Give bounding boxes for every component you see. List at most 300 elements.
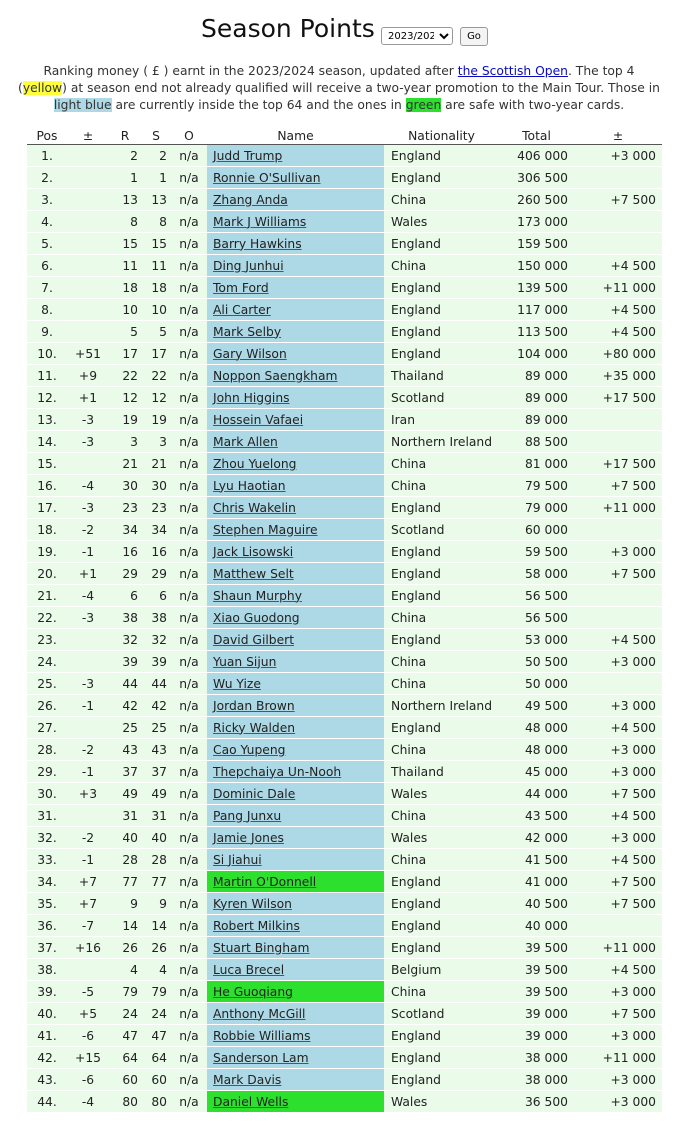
player-link[interactable]: Jamie Jones xyxy=(213,830,284,845)
change-cell xyxy=(67,321,109,343)
col-pos[interactable]: Pos xyxy=(27,127,67,145)
change-cell: -2 xyxy=(67,739,109,761)
pos-cell: 7. xyxy=(27,277,67,299)
rank-s-cell: 43 xyxy=(141,739,171,761)
delta-cell: +3 000 xyxy=(574,145,662,167)
pos-cell: 22. xyxy=(27,607,67,629)
table-row xyxy=(27,629,662,651)
change-cell: -3 xyxy=(67,673,109,695)
rank-s-cell: 22 xyxy=(141,365,171,387)
name-cell xyxy=(207,827,384,849)
delta-cell: +7 500 xyxy=(574,563,662,585)
delta-cell: +17 500 xyxy=(574,453,662,475)
player-link[interactable]: Mark J Williams xyxy=(213,214,307,229)
o-cell: n/a xyxy=(171,343,207,365)
delta-cell: +4 500 xyxy=(574,805,662,827)
pos-cell: 32. xyxy=(27,827,67,849)
rank-s-cell: 32 xyxy=(141,629,171,651)
name-cell xyxy=(207,783,384,805)
rank-r-cell: 17 xyxy=(109,343,141,365)
pos-cell: 10. xyxy=(27,343,67,365)
name-cell xyxy=(207,761,384,783)
delta-cell: +4 500 xyxy=(574,629,662,651)
rank-r-cell: 80 xyxy=(109,1091,141,1113)
rank-r-cell: 28 xyxy=(109,849,141,871)
total-cell: 88 500 xyxy=(499,431,574,453)
player-link[interactable]: Gary Wilson xyxy=(213,346,287,361)
player-link[interactable]: Daniel Wells xyxy=(213,1094,289,1109)
delta-cell xyxy=(574,233,662,255)
table-row xyxy=(27,1069,662,1091)
table-row xyxy=(27,915,662,937)
player-link[interactable]: Tom Ford xyxy=(213,280,269,295)
o-cell: n/a xyxy=(171,959,207,981)
change-cell xyxy=(67,211,109,233)
total-cell: 79 500 xyxy=(499,475,574,497)
change-cell xyxy=(67,959,109,981)
pos-cell: 38. xyxy=(27,959,67,981)
name-cell xyxy=(207,387,384,409)
nationality-cell: Thailand xyxy=(384,365,499,387)
col-s[interactable]: S xyxy=(141,127,171,145)
delta-cell: +3 000 xyxy=(574,541,662,563)
pos-cell: 33. xyxy=(27,849,67,871)
name-cell xyxy=(207,695,384,717)
rank-s-cell: 17 xyxy=(141,343,171,365)
total-cell: 39 000 xyxy=(499,1003,574,1025)
total-cell: 45 000 xyxy=(499,761,574,783)
pos-cell: 37. xyxy=(27,937,67,959)
player-link[interactable]: Si Jiahui xyxy=(213,852,262,867)
nationality-cell: Thailand xyxy=(384,761,499,783)
delta-cell xyxy=(574,167,662,189)
rank-r-cell: 6 xyxy=(109,585,141,607)
player-link[interactable]: Mark Selby xyxy=(213,324,282,339)
delta-cell: +11 000 xyxy=(574,1047,662,1069)
nationality-cell: Wales xyxy=(384,783,499,805)
nationality-cell: China xyxy=(384,475,499,497)
name-cell xyxy=(207,497,384,519)
player-link[interactable]: Xiao Guodong xyxy=(213,610,300,625)
total-cell: 50 500 xyxy=(499,651,574,673)
rank-r-cell: 29 xyxy=(109,563,141,585)
player-link[interactable]: Ronnie O'Sullivan xyxy=(213,170,321,185)
change-cell: -3 xyxy=(67,607,109,629)
total-cell: 139 500 xyxy=(499,277,574,299)
rank-r-cell: 15 xyxy=(109,233,141,255)
name-cell xyxy=(207,629,384,651)
nationality-cell: China xyxy=(384,607,499,629)
rank-s-cell: 44 xyxy=(141,673,171,695)
pos-cell: 1. xyxy=(27,145,67,167)
rank-s-cell: 6 xyxy=(141,585,171,607)
table-row xyxy=(27,695,662,717)
rank-s-cell: 79 xyxy=(141,981,171,1003)
col-change[interactable]: ± xyxy=(67,127,109,145)
pos-cell: 44. xyxy=(27,1091,67,1113)
name-cell xyxy=(207,321,384,343)
delta-cell xyxy=(574,673,662,695)
table-row xyxy=(27,673,662,695)
delta-cell: +4 500 xyxy=(574,321,662,343)
change-cell: +7 xyxy=(67,871,109,893)
player-link[interactable]: Ali Carter xyxy=(213,302,271,317)
player-link[interactable]: Luca Brecel xyxy=(213,962,285,977)
change-cell: -4 xyxy=(67,475,109,497)
player-link[interactable]: Ricky Walden xyxy=(213,720,296,735)
nationality-cell: Scotland xyxy=(384,1003,499,1025)
table-row xyxy=(27,585,662,607)
intro-part-2: . The top 4 ( xyxy=(18,64,635,95)
pos-cell: 36. xyxy=(27,915,67,937)
rank-s-cell: 47 xyxy=(141,1025,171,1047)
change-cell: +5 xyxy=(67,1003,109,1025)
change-cell: -5 xyxy=(67,981,109,1003)
delta-cell: +4 500 xyxy=(574,849,662,871)
name-cell xyxy=(207,1047,384,1069)
change-cell: -1 xyxy=(67,541,109,563)
nationality-cell: China xyxy=(384,255,499,277)
total-cell: 58 000 xyxy=(499,563,574,585)
nationality-cell: China xyxy=(384,651,499,673)
pos-cell: 2. xyxy=(27,167,67,189)
col-delta[interactable]: ± xyxy=(574,127,662,145)
player-link[interactable]: Thepchaiya Un-Nooh xyxy=(213,764,342,779)
pos-cell: 8. xyxy=(27,299,67,321)
change-cell: +7 xyxy=(67,893,109,915)
total-cell: 113 500 xyxy=(499,321,574,343)
player-link[interactable]: Kyren Wilson xyxy=(213,896,292,911)
season-points-table xyxy=(27,127,662,1113)
o-cell: n/a xyxy=(171,519,207,541)
player-link[interactable]: Zhang Anda xyxy=(213,192,288,207)
nationality-cell: China xyxy=(384,453,499,475)
total-cell: 41 500 xyxy=(499,849,574,871)
player-link[interactable]: Hossein Vafaei xyxy=(213,412,304,427)
nationality-cell: England xyxy=(384,585,499,607)
nationality-cell: China xyxy=(384,849,499,871)
rank-r-cell: 24 xyxy=(109,1003,141,1025)
season-select[interactable] xyxy=(381,27,453,45)
player-link[interactable]: Shaun Murphy xyxy=(213,588,302,603)
total-cell: 38 000 xyxy=(499,1069,574,1091)
nationality-cell: England xyxy=(384,541,499,563)
rank-s-cell: 28 xyxy=(141,849,171,871)
change-cell xyxy=(67,717,109,739)
pos-cell: 34. xyxy=(27,871,67,893)
o-cell: n/a xyxy=(171,387,207,409)
table-row xyxy=(27,827,662,849)
rank-s-cell: 26 xyxy=(141,937,171,959)
delta-cell: +7 500 xyxy=(574,189,662,211)
o-cell: n/a xyxy=(171,1047,207,1069)
total-cell: 48 000 xyxy=(499,739,574,761)
intro-part-4: are currently inside the top 64 and the ones in xyxy=(111,98,406,112)
pos-cell: 27. xyxy=(27,717,67,739)
table-row xyxy=(27,717,662,739)
delta-cell: +4 500 xyxy=(574,255,662,277)
nationality-cell: Belgium xyxy=(384,959,499,981)
change-cell xyxy=(67,189,109,211)
name-cell xyxy=(207,585,384,607)
go-button[interactable]: Go xyxy=(460,27,488,46)
player-link[interactable]: Mark Allen xyxy=(213,434,278,449)
player-link[interactable]: Robert Milkins xyxy=(213,918,300,933)
change-cell: -7 xyxy=(67,915,109,937)
delta-cell: +3 000 xyxy=(574,761,662,783)
name-cell xyxy=(207,343,384,365)
delta-cell: +4 500 xyxy=(574,717,662,739)
rank-r-cell: 26 xyxy=(109,937,141,959)
o-cell: n/a xyxy=(171,321,207,343)
delta-cell: +3 000 xyxy=(574,651,662,673)
rank-r-cell: 8 xyxy=(109,211,141,233)
table-row xyxy=(27,1047,662,1069)
nationality-cell: England xyxy=(384,299,499,321)
name-cell xyxy=(207,871,384,893)
rank-s-cell: 1 xyxy=(141,167,171,189)
table-row xyxy=(27,145,662,167)
total-cell: 60 000 xyxy=(499,519,574,541)
col-total[interactable]: Total xyxy=(499,127,574,145)
rank-s-cell: 9 xyxy=(141,893,171,915)
col-nationality[interactable]: Nationality xyxy=(384,127,499,145)
rank-r-cell: 42 xyxy=(109,695,141,717)
change-cell xyxy=(67,167,109,189)
player-link[interactable]: Lyu Haotian xyxy=(213,478,286,493)
nationality-cell: England xyxy=(384,563,499,585)
total-cell: 150 000 xyxy=(499,255,574,277)
rank-s-cell: 11 xyxy=(141,255,171,277)
rank-r-cell: 23 xyxy=(109,497,141,519)
name-cell xyxy=(207,959,384,981)
scottish-open-link[interactable]: the Scottish Open xyxy=(457,64,568,78)
rank-r-cell: 47 xyxy=(109,1025,141,1047)
table-row xyxy=(27,343,662,365)
change-cell: +51 xyxy=(67,343,109,365)
player-link[interactable]: Martin O'Donnell xyxy=(213,874,317,889)
o-cell: n/a xyxy=(171,189,207,211)
rank-s-cell: 80 xyxy=(141,1091,171,1113)
name-cell xyxy=(207,145,384,167)
total-cell: 306 500 xyxy=(499,167,574,189)
pos-cell: 13. xyxy=(27,409,67,431)
name-cell xyxy=(207,981,384,1003)
rank-s-cell: 34 xyxy=(141,519,171,541)
col-r[interactable]: R xyxy=(109,127,141,145)
o-cell: n/a xyxy=(171,783,207,805)
player-link[interactable]: Cao Yupeng xyxy=(213,742,286,757)
rank-s-cell: 37 xyxy=(141,761,171,783)
name-cell xyxy=(207,453,384,475)
nationality-cell: Scotland xyxy=(384,519,499,541)
nationality-cell: Wales xyxy=(384,1091,499,1113)
o-cell: n/a xyxy=(171,453,207,475)
nationality-cell: Wales xyxy=(384,827,499,849)
table-row xyxy=(27,409,662,431)
rank-s-cell: 49 xyxy=(141,783,171,805)
name-cell xyxy=(207,431,384,453)
table-row xyxy=(27,475,662,497)
pos-cell: 39. xyxy=(27,981,67,1003)
table-row xyxy=(27,1003,662,1025)
pos-cell: 23. xyxy=(27,629,67,651)
table-row xyxy=(27,651,662,673)
player-link[interactable]: Chris Wakelin xyxy=(213,500,296,515)
o-cell: n/a xyxy=(171,629,207,651)
player-link[interactable]: Wu Yize xyxy=(213,676,261,691)
nationality-cell: China xyxy=(384,739,499,761)
pos-cell: 5. xyxy=(27,233,67,255)
total-cell: 38 000 xyxy=(499,1047,574,1069)
total-cell: 43 500 xyxy=(499,805,574,827)
name-cell xyxy=(207,651,384,673)
rank-r-cell: 38 xyxy=(109,607,141,629)
intro-part-5: are safe with two-year cards. xyxy=(441,98,625,112)
total-cell: 42 000 xyxy=(499,827,574,849)
player-link[interactable]: Matthew Selt xyxy=(213,566,294,581)
col-name[interactable]: Name xyxy=(207,127,384,145)
table-row xyxy=(27,321,662,343)
nationality-cell: England xyxy=(384,871,499,893)
pos-cell: 9. xyxy=(27,321,67,343)
nationality-cell: England xyxy=(384,145,499,167)
rank-r-cell: 19 xyxy=(109,409,141,431)
pos-cell: 35. xyxy=(27,893,67,915)
player-link[interactable]: John Higgins xyxy=(213,390,290,405)
o-cell: n/a xyxy=(171,365,207,387)
o-cell: n/a xyxy=(171,651,207,673)
player-link[interactable]: Yuan Sijun xyxy=(213,654,277,669)
player-link[interactable]: Judd Trump xyxy=(213,148,283,163)
name-cell xyxy=(207,299,384,321)
total-cell: 53 000 xyxy=(499,629,574,651)
o-cell: n/a xyxy=(171,981,207,1003)
delta-cell: +3 000 xyxy=(574,981,662,1003)
change-cell xyxy=(67,277,109,299)
rank-s-cell: 12 xyxy=(141,387,171,409)
rank-s-cell: 15 xyxy=(141,233,171,255)
table-row xyxy=(27,189,662,211)
player-link[interactable]: Barry Hawkins xyxy=(213,236,302,251)
rank-r-cell: 16 xyxy=(109,541,141,563)
rank-s-cell: 2 xyxy=(141,145,171,167)
table-row xyxy=(27,959,662,981)
player-link[interactable]: Sanderson Lam xyxy=(213,1050,309,1065)
delta-cell: +3 000 xyxy=(574,1025,662,1047)
rank-r-cell: 30 xyxy=(109,475,141,497)
change-cell xyxy=(67,453,109,475)
delta-cell: +3 000 xyxy=(574,1069,662,1091)
rank-s-cell: 25 xyxy=(141,717,171,739)
nationality-cell: Scotland xyxy=(384,387,499,409)
total-cell: 56 500 xyxy=(499,585,574,607)
player-link[interactable]: Stuart Bingham xyxy=(213,940,310,955)
pos-cell: 18. xyxy=(27,519,67,541)
change-cell: -4 xyxy=(67,1091,109,1113)
pos-cell: 42. xyxy=(27,1047,67,1069)
o-cell: n/a xyxy=(171,475,207,497)
o-cell: n/a xyxy=(171,255,207,277)
total-cell: 79 000 xyxy=(499,497,574,519)
change-cell xyxy=(67,651,109,673)
pos-cell: 3. xyxy=(27,189,67,211)
table-row xyxy=(27,981,662,1003)
pos-cell: 14. xyxy=(27,431,67,453)
o-cell: n/a xyxy=(171,717,207,739)
player-link[interactable]: Stephen Maguire xyxy=(213,522,318,537)
rank-s-cell: 30 xyxy=(141,475,171,497)
rank-r-cell: 4 xyxy=(109,959,141,981)
rank-s-cell: 3 xyxy=(141,431,171,453)
rank-s-cell: 39 xyxy=(141,651,171,673)
pos-cell: 30. xyxy=(27,783,67,805)
nationality-cell: China xyxy=(384,189,499,211)
rank-r-cell: 64 xyxy=(109,1047,141,1069)
rank-s-cell: 19 xyxy=(141,409,171,431)
change-cell: -1 xyxy=(67,849,109,871)
rank-s-cell: 60 xyxy=(141,1069,171,1091)
page-title: Season Points xyxy=(201,14,375,43)
change-cell: -2 xyxy=(67,519,109,541)
o-cell: n/a xyxy=(171,937,207,959)
delta-cell: +7 500 xyxy=(574,475,662,497)
col-o[interactable]: O xyxy=(171,127,207,145)
table-row xyxy=(27,871,662,893)
player-link[interactable]: Zhou Yuelong xyxy=(213,456,297,471)
name-cell xyxy=(207,519,384,541)
intro-text xyxy=(18,63,660,114)
table-row xyxy=(27,299,662,321)
delta-cell: +3 000 xyxy=(574,695,662,717)
player-link[interactable]: Mark Davis xyxy=(213,1072,282,1087)
name-cell xyxy=(207,255,384,277)
rank-r-cell: 49 xyxy=(109,783,141,805)
player-link[interactable]: Robbie Williams xyxy=(213,1028,311,1043)
intro-part-1: Ranking money ( £ ) earnt in the 2023/2024 season, updated after xyxy=(43,64,458,78)
pos-cell: 28. xyxy=(27,739,67,761)
rank-s-cell: 42 xyxy=(141,695,171,717)
delta-cell xyxy=(574,409,662,431)
total-cell: 56 500 xyxy=(499,607,574,629)
delta-cell: +3 000 xyxy=(574,1091,662,1113)
table-row xyxy=(27,1091,662,1113)
player-link[interactable]: Pang Junxu xyxy=(213,808,282,823)
nationality-cell: Northern Ireland xyxy=(384,695,499,717)
player-link[interactable]: Jordan Brown xyxy=(213,698,295,713)
name-cell xyxy=(207,849,384,871)
o-cell: n/a xyxy=(171,827,207,849)
player-link[interactable]: Anthony McGill xyxy=(213,1006,306,1021)
change-cell: +1 xyxy=(67,563,109,585)
nationality-cell: England xyxy=(384,1025,499,1047)
player-link[interactable]: David Gilbert xyxy=(213,632,295,647)
player-link[interactable]: Noppon Saengkham xyxy=(213,368,338,383)
change-cell: -3 xyxy=(67,431,109,453)
player-link[interactable]: Ding Junhui xyxy=(213,258,284,273)
player-link[interactable]: He Guoqiang xyxy=(213,984,293,999)
name-cell xyxy=(207,475,384,497)
nationality-cell: England xyxy=(384,343,499,365)
player-link[interactable]: Dominic Dale xyxy=(213,786,296,801)
delta-cell xyxy=(574,915,662,937)
nationality-cell: Wales xyxy=(384,211,499,233)
nationality-cell: England xyxy=(384,233,499,255)
player-link[interactable]: Jack Lisowski xyxy=(213,544,294,559)
o-cell: n/a xyxy=(171,299,207,321)
change-cell: -3 xyxy=(67,497,109,519)
rank-s-cell: 64 xyxy=(141,1047,171,1069)
